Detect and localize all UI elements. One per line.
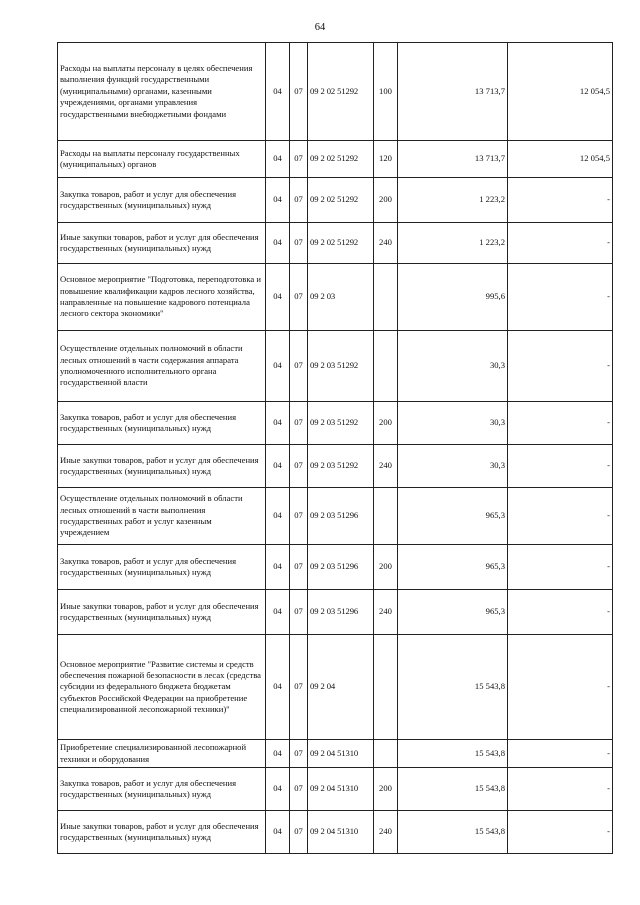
section-code: 04 — [266, 635, 290, 740]
expense-type-code — [374, 635, 398, 740]
subsection-code: 07 — [290, 223, 308, 264]
amount-first: 30,3 — [398, 331, 508, 402]
expense-type-code — [374, 264, 398, 331]
expense-type-code: 240 — [374, 445, 398, 488]
subsection-code: 07 — [290, 264, 308, 331]
expense-type-code — [374, 331, 398, 402]
amount-second: - — [508, 178, 613, 223]
section-code: 04 — [266, 545, 290, 590]
amount-first: 1 223,2 — [398, 223, 508, 264]
target-article-code: 09 2 04 51310 — [308, 740, 374, 768]
row-name: Осуществление отдельных полномочий в области лесных отношений в части выполнения государственных работ и услуг казенным учреждением — [58, 488, 266, 545]
row-name: Закупка товаров, работ и услуг для обеспечения государственных (муниципальных) нужд — [58, 178, 266, 223]
expense-type-code: 240 — [374, 590, 398, 635]
subsection-code: 07 — [290, 545, 308, 590]
subsection-code: 07 — [290, 635, 308, 740]
target-article-code: 09 2 02 51292 — [308, 223, 374, 264]
amount-second: - — [508, 545, 613, 590]
amount-second: - — [508, 740, 613, 768]
amount-first: 15 543,8 — [398, 811, 508, 854]
amount-second: - — [508, 264, 613, 331]
amount-second: - — [508, 768, 613, 811]
budget-table — [57, 42, 613, 854]
section-code: 04 — [266, 768, 290, 811]
table-row — [58, 223, 613, 264]
section-code: 04 — [266, 178, 290, 223]
amount-second: - — [508, 223, 613, 264]
subsection-code: 07 — [290, 141, 308, 178]
amount-first: 965,3 — [398, 488, 508, 545]
target-article-code: 09 2 03 51296 — [308, 488, 374, 545]
row-name: Иные закупки товаров, работ и услуг для обеспечения государственных (муниципальных) нужд — [58, 223, 266, 264]
amount-first: 15 543,8 — [398, 740, 508, 768]
section-code: 04 — [266, 590, 290, 635]
row-name: Осуществление отдельных полномочий в области лесных отношений в части содержания аппарата уполномоченного исполнительного органа государственной власти — [58, 331, 266, 402]
target-article-code: 09 2 03 51296 — [308, 545, 374, 590]
section-code: 04 — [266, 43, 290, 141]
amount-second: - — [508, 445, 613, 488]
target-article-code: 09 2 04 — [308, 635, 374, 740]
target-article-code: 09 2 03 51292 — [308, 331, 374, 402]
target-article-code: 09 2 04 51310 — [308, 768, 374, 811]
expense-type-code: 240 — [374, 811, 398, 854]
table-row — [58, 545, 613, 590]
amount-second: - — [508, 402, 613, 445]
section-code: 04 — [266, 141, 290, 178]
row-name: Иные закупки товаров, работ и услуг для обеспечения государственных (муниципальных) нужд — [58, 811, 266, 854]
table-row — [58, 635, 613, 740]
amount-first: 1 223,2 — [398, 178, 508, 223]
expense-type-code: 120 — [374, 141, 398, 178]
table-row — [58, 811, 613, 854]
subsection-code: 07 — [290, 768, 308, 811]
row-name: Расходы на выплаты персоналу государственных (муниципальных) органов — [58, 141, 266, 178]
target-article-code: 09 2 04 51310 — [308, 811, 374, 854]
amount-second: 12 054,5 — [508, 141, 613, 178]
target-article-code: 09 2 02 51292 — [308, 178, 374, 223]
section-code: 04 — [266, 740, 290, 768]
row-name: Основное мероприятие "Развитие системы и средств обеспечения пожарной безопасности в лесах (средства субсидии из федерального бюджета бюджетам субъектов Российской Федерации на приобретение специализированной лесопожарной техники)" — [58, 635, 266, 740]
amount-first: 13 713,7 — [398, 43, 508, 141]
subsection-code: 07 — [290, 178, 308, 223]
target-article-code: 09 2 03 51292 — [308, 445, 374, 488]
section-code: 04 — [266, 402, 290, 445]
amount-first: 965,3 — [398, 545, 508, 590]
table-row — [58, 445, 613, 488]
subsection-code: 07 — [290, 402, 308, 445]
subsection-code: 07 — [290, 488, 308, 545]
amount-second: - — [508, 331, 613, 402]
table-row — [58, 488, 613, 545]
row-name: Иные закупки товаров, работ и услуг для обеспечения государственных (муниципальных) нужд — [58, 590, 266, 635]
table-row — [58, 740, 613, 768]
subsection-code: 07 — [290, 590, 308, 635]
row-name: Иные закупки товаров, работ и услуг для обеспечения государственных (муниципальных) нужд — [58, 445, 266, 488]
subsection-code: 07 — [290, 740, 308, 768]
amount-second: - — [508, 488, 613, 545]
expense-type-code: 200 — [374, 768, 398, 811]
table-row — [58, 402, 613, 445]
amount-first: 965,3 — [398, 590, 508, 635]
subsection-code: 07 — [290, 43, 308, 141]
row-name: Закупка товаров, работ и услуг для обеспечения государственных (муниципальных) нужд — [58, 768, 266, 811]
subsection-code: 07 — [290, 811, 308, 854]
row-name: Расходы на выплаты персоналу в целях обеспечения выполнения функций государственными (муниципальными) органами, казенными учреждениями, органами управления государственными внебюджетными фондами — [58, 43, 266, 141]
row-name: Закупка товаров, работ и услуг для обеспечения государственных (муниципальных) нужд — [58, 402, 266, 445]
table-row — [58, 141, 613, 178]
section-code: 04 — [266, 488, 290, 545]
expense-type-code — [374, 740, 398, 768]
subsection-code: 07 — [290, 331, 308, 402]
amount-first: 30,3 — [398, 445, 508, 488]
subsection-code: 07 — [290, 445, 308, 488]
target-article-code: 09 2 02 51292 — [308, 43, 374, 141]
expense-type-code: 200 — [374, 178, 398, 223]
amount-first: 15 543,8 — [398, 635, 508, 740]
amount-second: - — [508, 811, 613, 854]
row-name: Закупка товаров, работ и услуг для обеспечения государственных (муниципальных) нужд — [58, 545, 266, 590]
section-code: 04 — [266, 264, 290, 331]
expense-type-code: 240 — [374, 223, 398, 264]
amount-first: 995,6 — [398, 264, 508, 331]
target-article-code: 09 2 02 51292 — [308, 141, 374, 178]
page-number: 64 — [314, 22, 326, 33]
row-name: Основное мероприятие "Подготовка, переподготовка и повышение квалификации кадров лесного хозяйства, направленные на повышение кадрового потенциала лесного сектора экономики" — [58, 264, 266, 331]
expense-type-code: 200 — [374, 402, 398, 445]
table-row — [58, 178, 613, 223]
amount-first: 15 543,8 — [398, 768, 508, 811]
amount-second: - — [508, 635, 613, 740]
table-row — [58, 264, 613, 331]
section-code: 04 — [266, 331, 290, 402]
table-row — [58, 331, 613, 402]
section-code: 04 — [266, 811, 290, 854]
table-row — [58, 43, 613, 141]
amount-first: 13 713,7 — [398, 141, 508, 178]
amount-second: - — [508, 590, 613, 635]
amount-first: 30,3 — [398, 402, 508, 445]
row-name: Приобретение специализированной лесопожарной техники и оборудования — [58, 740, 266, 768]
section-code: 04 — [266, 445, 290, 488]
table-row — [58, 768, 613, 811]
table-body — [58, 43, 613, 854]
table-row — [58, 590, 613, 635]
amount-second: 12 054,5 — [508, 43, 613, 141]
target-article-code: 09 2 03 — [308, 264, 374, 331]
expense-type-code: 100 — [374, 43, 398, 141]
expense-type-code — [374, 488, 398, 545]
target-article-code: 09 2 03 51296 — [308, 590, 374, 635]
expense-type-code: 200 — [374, 545, 398, 590]
section-code: 04 — [266, 223, 290, 264]
target-article-code: 09 2 03 51292 — [308, 402, 374, 445]
